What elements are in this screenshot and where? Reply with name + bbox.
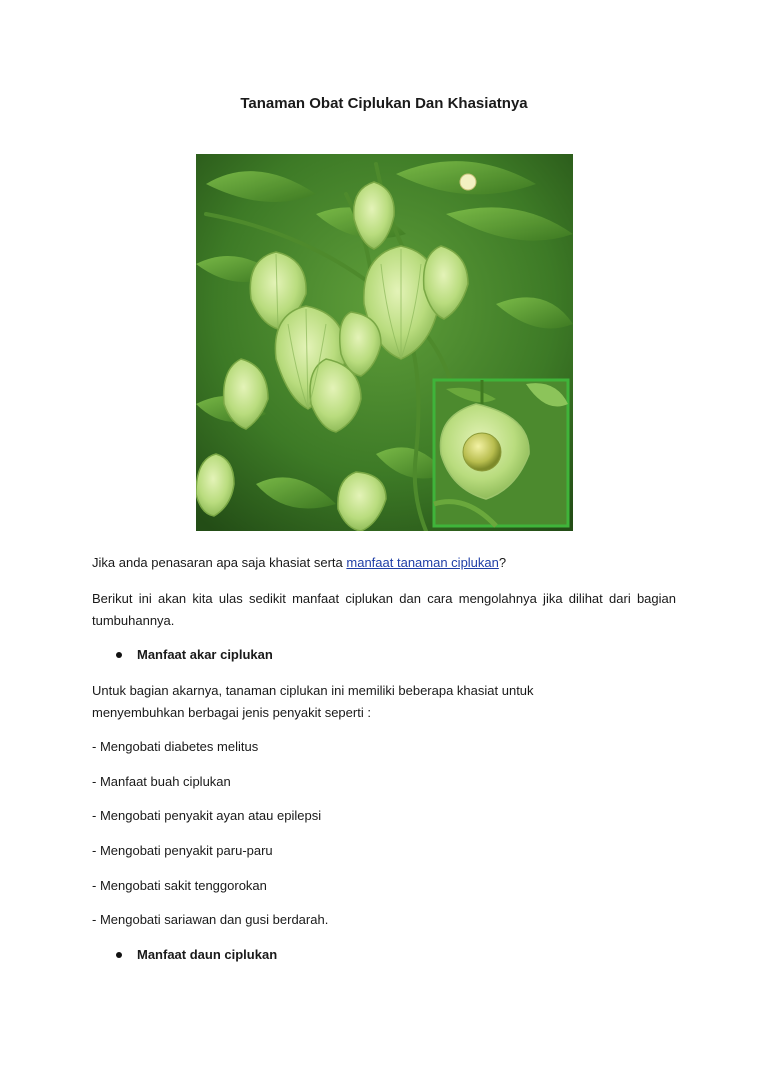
overview-paragraph: Berikut ini akan kita ulas sedikit manfaat ciplukan dan cara mengolahnya jika dilihat dari bagian tumbuhannya. xyxy=(92,591,676,628)
list-item: - Manfaat buah ciplukan xyxy=(92,774,231,789)
root-benefits-line2: menyembuhkan berbagai jenis penyakit seperti : xyxy=(92,705,371,720)
root-benefits-line1: Untuk bagian akarnya, tanaman ciplukan ini memiliki beberapa khasiat untuk xyxy=(92,683,534,698)
list-item: - Mengobati penyakit paru-paru xyxy=(92,843,273,858)
bullet-manfaat-daun xyxy=(116,944,277,966)
bullet-manfaat-akar xyxy=(116,644,273,666)
bullet-label: Manfaat daun ciplukan xyxy=(137,947,278,962)
list-item: - Mengobati penyakit ayan atau epilepsi xyxy=(92,808,322,823)
intro-text: Jika anda penasaran apa saja khasiat serta xyxy=(92,555,347,570)
ciplukan-plant-photo xyxy=(196,154,573,531)
list-item: - Mengobati sariawan dan gusi berdarah. xyxy=(92,912,329,927)
manfaat-tanaman-ciplukan-link[interactable]: manfaat tanaman ciplukan xyxy=(346,555,499,570)
bullet-dot-icon xyxy=(116,652,122,658)
bullet-label: Manfaat akar ciplukan xyxy=(137,647,273,662)
list-item: - Mengobati sakit tenggorokan xyxy=(92,878,267,893)
list-item: - Mengobati diabetes melitus xyxy=(92,739,259,754)
bullet-dot-icon xyxy=(116,952,122,958)
intro-paragraph xyxy=(92,552,676,574)
page-title: Tanaman Obat Ciplukan Dan Khasiatnya xyxy=(240,95,528,112)
intro-suffix: ? xyxy=(498,555,507,570)
